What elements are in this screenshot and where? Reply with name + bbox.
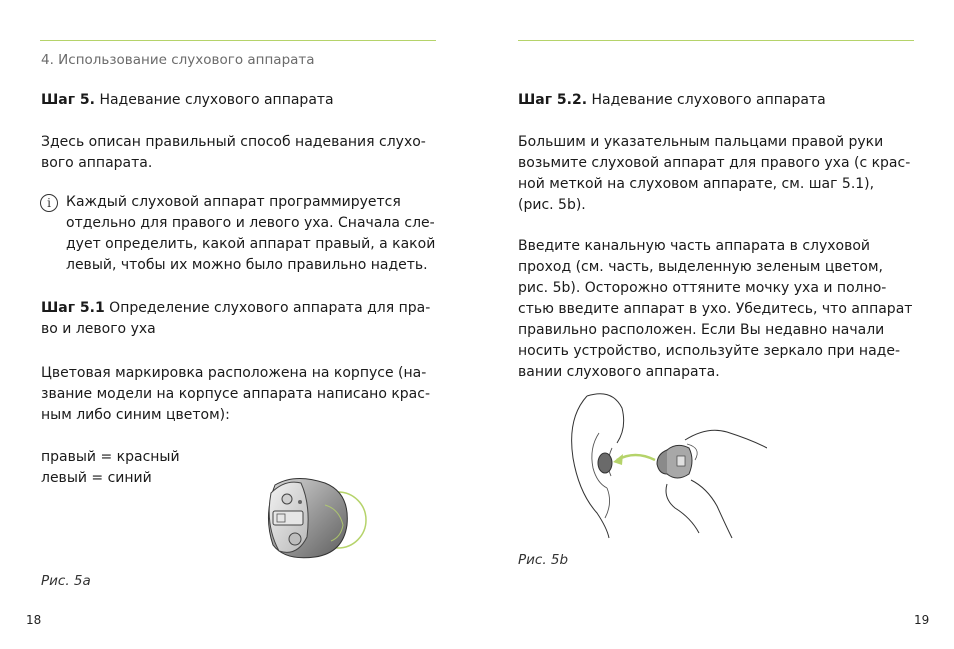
color-line: ным либо синим цветом): bbox=[41, 407, 230, 423]
right-red-label: правый = красный bbox=[41, 449, 180, 465]
step-5-1-label: Шаг 5.1 bbox=[41, 300, 105, 316]
step-5-2-text: Надевание слухового аппарата bbox=[587, 92, 826, 108]
insertion-line: Введите канальную часть аппарата в слуховой bbox=[518, 238, 871, 254]
info-line: левый, чтобы их можно было правильно надеть. bbox=[66, 257, 428, 273]
page-number: 18 bbox=[26, 613, 42, 627]
color-legend bbox=[41, 447, 241, 489]
left-blue-label: левый = синий bbox=[41, 470, 152, 486]
info-line: Каждый слуховой аппарат программируется bbox=[66, 194, 401, 210]
hearing-aid-illustration bbox=[255, 465, 375, 575]
step-5-text: Надевание слухового аппарата bbox=[95, 92, 334, 108]
step-5-2-label: Шаг 5.2. bbox=[518, 92, 588, 108]
info-paragraph bbox=[66, 192, 438, 276]
right-page bbox=[477, 0, 954, 649]
aid-in-canal bbox=[598, 453, 612, 473]
intro-line: Здесь описан правильный способ надевания слухо- bbox=[41, 134, 426, 150]
insertion-line: правильно расположен. Если Вы недавно начали bbox=[518, 322, 885, 338]
insertion-line: рис. 5b). Осторожно оттяните мочку уха и полно- bbox=[518, 280, 887, 296]
step-5-label: Шаг 5. bbox=[41, 92, 95, 108]
insertion-line: стью введите аппарат в ухо. Убедитесь, что аппарат bbox=[518, 301, 913, 317]
page-number: 19 bbox=[914, 613, 930, 627]
figure-5a-caption: Рис. 5a bbox=[41, 573, 91, 589]
color-paragraph bbox=[41, 363, 441, 426]
insertion-line: носить устройство, используйте зеркало при наде- bbox=[518, 343, 900, 359]
intro-paragraph bbox=[41, 132, 441, 174]
step-5-heading bbox=[41, 90, 441, 111]
info-line: отдельно для правого и левого уха. Сначала сле- bbox=[66, 215, 435, 231]
info-icon: i bbox=[40, 194, 58, 212]
grip-line: ной меткой на слуховом аппарате, см. шаг 5.1), bbox=[518, 176, 875, 192]
insertion-line: проход (см. часть, выделенную зеленым цветом, bbox=[518, 259, 884, 275]
top-rule bbox=[518, 40, 914, 41]
grip-paragraph bbox=[518, 132, 918, 216]
top-rule bbox=[40, 40, 436, 41]
insertion-line: вании слухового аппарата. bbox=[518, 364, 720, 380]
intro-line: вого аппарата. bbox=[41, 155, 153, 171]
grip-line: возьмите слуховой аппарат для правого уха (с крас- bbox=[518, 155, 911, 171]
ear-insertion-illustration bbox=[567, 388, 767, 548]
grip-line: Большим и указательным пальцами правой руки bbox=[518, 134, 884, 150]
grip-line: (рис. 5b). bbox=[518, 197, 586, 213]
section-title: 4. Использование слухового аппарата bbox=[41, 52, 315, 68]
info-line: дует определить, какой аппарат правый, а какой bbox=[66, 236, 436, 252]
step-5-2-heading bbox=[518, 90, 918, 111]
figure-5b-caption: Рис. 5b bbox=[518, 552, 569, 568]
step-5-1-line2: во и левого уха bbox=[41, 321, 156, 337]
step-5-1-text: Определение слухового аппарата для пра- bbox=[104, 300, 431, 316]
step-5-1-heading bbox=[41, 298, 441, 340]
color-line: Цветовая маркировка расположена на корпусе (на- bbox=[41, 365, 427, 381]
color-line: звание модели на корпусе аппарата написано крас- bbox=[41, 386, 431, 402]
insertion-paragraph bbox=[518, 236, 918, 383]
